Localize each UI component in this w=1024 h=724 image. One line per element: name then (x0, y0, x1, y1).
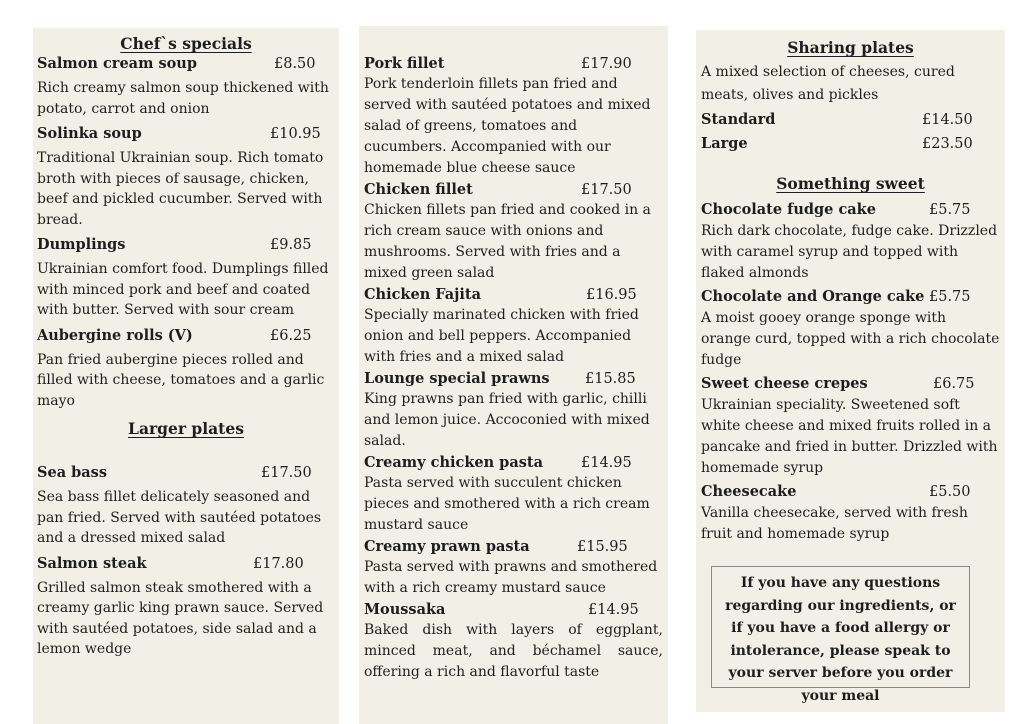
menu-item (364, 537, 663, 599)
item-description: Ukrainian comfort food. Dumplings filled with minced pork and beef and coated with butter. Served with sour cream (37, 261, 329, 318)
item-description: Pasta served with prawns and smothered with a rich creamy mustard sauce (364, 559, 658, 596)
item-price: £5.75 (929, 289, 971, 305)
item-price: £5.50 (929, 484, 971, 500)
menu-column-3 (696, 30, 1005, 712)
item-description: Grilled salmon steak smothered with a creamy garlic king prawn sauce. Served with sautéed potatoes, side salad and a lemon wedge (37, 579, 324, 657)
item-description: Pork tenderloin fillets pan fried and served with sautéed potatoes and mixed salad of greens, tomatoes and cucumbers. Accompanied with our homemade blue cheese sauce (364, 76, 651, 176)
larger-plates-title: Larger plates (128, 419, 244, 438)
item-name: Chocolate and Orange cake (701, 288, 925, 305)
item-price: £15.95 (577, 539, 628, 555)
item-price: £17.80 (253, 555, 304, 572)
menu-item (37, 235, 335, 321)
sharing-plates-title: Sharing plates (787, 38, 914, 57)
menu-item (37, 124, 335, 230)
menu-item (37, 463, 335, 549)
item-name: Pork fillet (364, 55, 445, 72)
menu-item (37, 54, 335, 119)
chefs-specials-title: Chef`s specials (120, 34, 252, 53)
item-price: £16.95 (586, 287, 637, 303)
item-price: £8.50 (274, 56, 316, 72)
option-price: £23.50 (922, 136, 973, 152)
item-price: £14.95 (588, 602, 639, 618)
menu-item (364, 180, 663, 284)
sharing-plates-description: A mixed selection of cheeses, cured meats, olives and pickles (701, 64, 955, 103)
item-description: King prawns pan fried with garlic, chilli and lemon juice. Accoconied with mixed salad. (364, 391, 650, 449)
menu-item (701, 482, 1000, 545)
option-name: Large (701, 135, 748, 152)
item-description: Chicken fillets pan fried and cooked in a rich cream sauce with onions and mushrooms. Served with fries and a mixed green salad (364, 202, 651, 281)
item-price: £17.50 (581, 182, 632, 198)
item-name: Salmon steak (37, 554, 147, 572)
item-name: Sea bass (37, 464, 108, 481)
option-name: Standard (701, 111, 776, 128)
menu-item (701, 200, 1000, 284)
item-price: £10.95 (270, 126, 321, 142)
sharing-option (701, 108, 1000, 132)
item-price: £14.95 (581, 455, 632, 471)
something-sweet-title: Something sweet (776, 174, 925, 193)
menu-item (364, 54, 663, 179)
item-price: £17.50 (261, 465, 312, 481)
item-name: Sweet cheese crepes (701, 375, 868, 392)
menu-column-1 (33, 28, 339, 724)
menu-item (364, 369, 663, 452)
menu-item (701, 374, 1000, 479)
item-description: Rich creamy salmon soup thickened with potato, carrot and onion (37, 80, 329, 117)
menu-item (37, 554, 335, 660)
item-name: Moussaka (364, 601, 446, 618)
allergy-notice: If you have any questions regarding our ingredients, or if you have a food allergy or intolerance, please speak to your server before you order your meal (711, 566, 970, 688)
item-price: £6.25 (270, 327, 312, 344)
item-name: Aubergine rolls (V) (37, 326, 193, 344)
item-name: Chicken Fajita (364, 286, 482, 303)
item-name: Creamy chicken pasta (364, 454, 543, 471)
menu-item (37, 326, 335, 412)
item-name: Chicken fillet (364, 181, 473, 198)
item-name: Solinka soup (37, 125, 142, 142)
item-price: £5.75 (929, 202, 971, 218)
item-price: £9.85 (270, 237, 312, 253)
item-name: Salmon cream soup (37, 55, 197, 72)
item-name: Lounge special prawns (364, 370, 550, 387)
item-description: A moist gooey orange sponge with orange curd, topped with a rich chocolate fudge (701, 310, 1000, 368)
menu-column-2 (359, 26, 668, 724)
option-price: £14.50 (922, 112, 973, 128)
item-description: Sea bass fillet delicately seasoned and pan fried. Served with sautéed potatoes and a dressed mixed salad (37, 489, 322, 546)
item-description: Ukrainian speciality. Sweetened soft white cheese and mixed fruits rolled in a pancake and fried in butter. Drizzled with homemade syrup (701, 397, 998, 476)
item-description: Vanilla cheesecake, served with fresh fruit and homemade syrup (701, 505, 968, 542)
menu-item (364, 285, 663, 368)
item-description: Specially marinated chicken with fried onion and bell peppers. Accompanied with fries and a mixed salad (364, 307, 639, 365)
item-description: Baked dish with layers of eggplant, minced meat, and béchamel sauce, offering a rich and flavorful taste (364, 622, 663, 680)
item-price: £15.85 (585, 371, 636, 387)
item-name: Cheesecake (701, 483, 797, 500)
menu-item (364, 453, 663, 536)
item-name: Dumplings (37, 236, 126, 253)
menu-item (364, 600, 663, 683)
item-description: Pasta served with succulent chicken pieces and smothered with a rich cream mustard sauce (364, 475, 650, 533)
item-name: Creamy prawn pasta (364, 538, 530, 555)
item-description: Rich dark chocolate, fudge cake. Drizzled with caramel syrup and topped with flaked almonds (701, 223, 998, 281)
item-price: £17.90 (581, 56, 632, 72)
item-price: £6.75 (933, 376, 975, 392)
item-name: Chocolate fudge cake (701, 201, 876, 218)
menu-item (701, 287, 1000, 371)
item-description: Traditional Ukrainian soup. Rich tomato broth with pieces of sausage, chicken, beef and pickled cucumber. Served with bread. (37, 150, 324, 228)
item-description: Pan fried aubergine pieces rolled and filled with cheese, tomatoes and a garlic mayo (37, 351, 325, 409)
sharing-option (701, 132, 1000, 156)
